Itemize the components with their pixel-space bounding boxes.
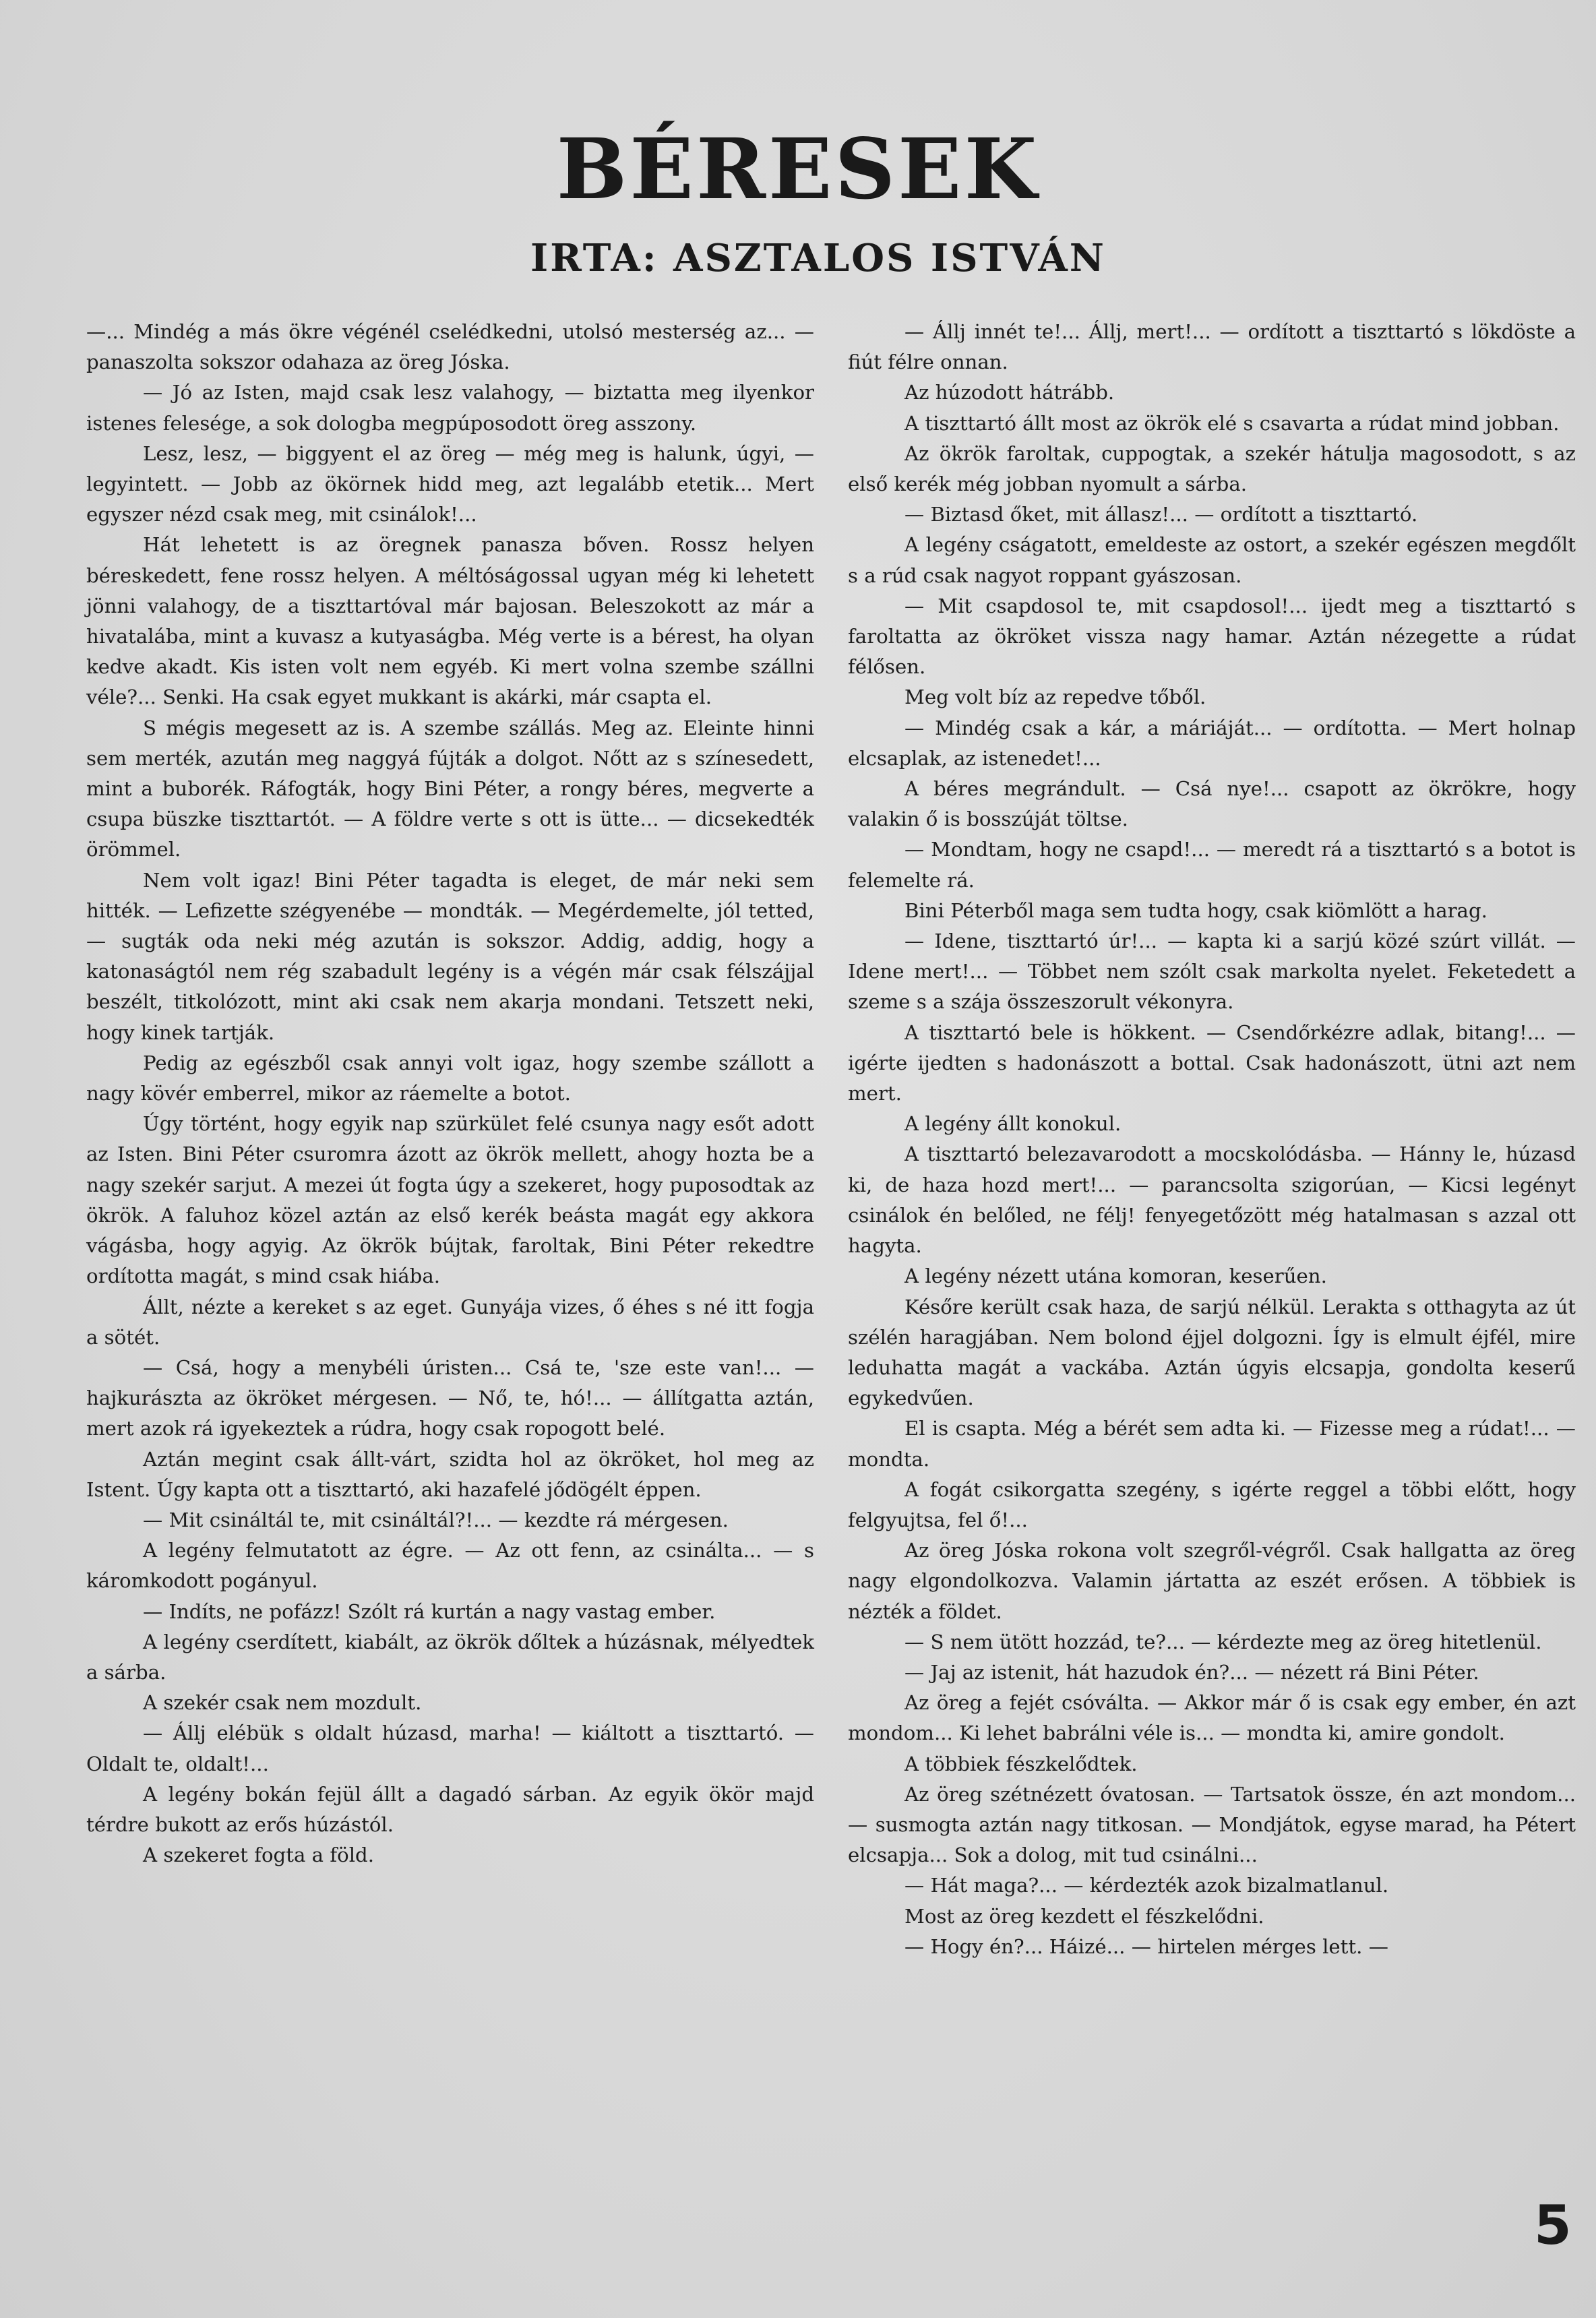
- paragraph: — Állj elébük s oldalt húzasd, marha! — kiáltott a tiszttartó. — Oldalt te, oldalt!...: [86, 1721, 814, 1775]
- article-byline: IRTA: ASZTALOS ISTVÁN: [530, 236, 1106, 280]
- paragraph: Úgy történt, hogy egyik nap szürkület felé csunya nagy esőt adott az Isten. Bini Péter csuromra ázott az ökrök mellett, ahogy hozta be a nagy szekér sarjut. A mezei út fogta úgy a szekeret, hogy puposodtak az ökrök. A faluhoz közel aztán az első kerék beásta magát egy akkora vágásba, hogy agyig. Az ökrök bújtak, faroltak, Bini Péter rekedtre ordította magát, s mind csak hiába.: [86, 1112, 814, 1288]
- paragraph: — Mindég csak a kár, a máriáját... — ordította. — Mert holnap elcsaplak, az istenedet!...: [848, 716, 1576, 770]
- paragraph: Későre került csak haza, de sarjú nélkül. Lerakta s otthagyta az út szélén haragjában. Nem bolond éjjel dolgozni. Így is elmult éjfél, mire leduhatta magát a vackába. Aztán úgyis elcsapja, gondolta keserű egykedvűen.: [848, 1295, 1576, 1410]
- paragraph: Pedig az egészből csak annyi volt igaz, hogy szembe szállott a nagy kövér emberrel, mikor az ráemelte a botot.: [86, 1051, 814, 1105]
- paragraph: Állt, nézte a kereket s az eget. Gunyája vizes, ő éhes s né itt fogja a sötét.: [86, 1295, 814, 1349]
- paragraph: — Biztasd őket, mit állasz!... — ordított a tiszttartó.: [904, 503, 1418, 526]
- paragraph: A legény felmutatott az égre. — Az ott fenn, az csinálta... — s káromkodott pogányul.: [86, 1539, 814, 1593]
- left-column: [86, 317, 814, 1870]
- paragraph: Nem volt igaz! Bini Péter tagadta is eleget, de már neki sem hitték. — Lefizette szégyenébe — mondták. — Megérdemelte, jól tetted, — sugták oda neki még azután is sokszor. Addig, addig, hogy a katonaságtól nem rég szabadult legény is a végén már csak félszájjal beszélt, titkolózott, mint aki csak nem akarja mondani. Tetszett neki, hogy kinek tartják.: [86, 868, 814, 1044]
- paragraph: Az húzodott hátrább.: [904, 381, 1115, 404]
- paragraph: A legény bokán fejül állt a dagadó sárban. Az egyik ökör majd térdre bukott az erős húzástól.: [86, 1782, 814, 1836]
- paragraph: — Hogy én?... Háizé... — hirtelen mérges lett. —: [904, 1934, 1388, 1958]
- paragraph: — Mit csapdosol te, mit csapdosol!... ijedt meg a tiszttartó s faroltatta az ökröket vissza nagy hamar. Aztán nézegette a rúdat félősen.: [848, 594, 1576, 679]
- paragraph: S mégis megesett az is. A szembe szállás. Meg az. Eleinte hinni sem merték, azután meg naggyá fújták a dolgot. Nőtt az s színesedett, mint a buborék. Ráfogták, hogy Bini Péter, a rongy béres, megverte a csupa büszke tiszttartót. — A földre verte s ott is ütte... — dicsekedték örömmel.: [86, 716, 814, 861]
- paragraph: — Idene, tiszttartó úr!... — kapta ki a sarjú közé szúrt villát. — Idene mert!... — Többet nem szólt csak markolta nyelet. Feketedett a szeme s a szája összeszorult vékonyra.: [848, 929, 1576, 1014]
- paragraph: Az öreg szétnézett óvatosan. — Tartsatok össze, én azt mondom... — susmogta aztán nagy titkosan. — Mondjátok, egyse marad, ha Pétert elcsapja... Sok a dolog, mit tud csinálni...: [848, 1782, 1576, 1867]
- paragraph: — Jaj az istenit, hát hazudok én?... — nézett rá Bini Péter.: [904, 1660, 1479, 1684]
- paragraph: Hát lehetett is az öregnek panasza bőven. Rossz helyen béreskedett, fene rossz helyen. A méltóságossal ugyan még ki lehetett jönni valahogy, de a tiszttartóval már bajosan. Beleszokott az már a hivatalába, mint a kuvasz a kutyaságba. Még verte is a bérest, ha olyan kedve akadt. Kis isten volt nem egyéb. Ki mert volna szembe szállni véle?... Senki. Ha csak egyet mukkant is akárki, már csapta el.: [86, 533, 814, 709]
- paragraph: A legény állt konokul.: [904, 1112, 1122, 1136]
- paragraph: A tiszttartó bele is hökkent. — Csendőrkézre adlak, bitang!... — igérte ijedten s hadonászott a bottal. Csak hadonászott, ütni azt nem mert.: [848, 1020, 1576, 1105]
- page-number: 5: [1534, 2194, 1572, 2257]
- paragraph: — S nem ütött hozzád, te?... — kérdezte meg az öreg hitetlenül.: [904, 1630, 1542, 1653]
- right-column: [848, 317, 1576, 1962]
- paragraph: A fogát csikorgatta szegény, s igérte reggel a többi előtt, hogy felgyujtsa, fel ő!...: [848, 1477, 1576, 1531]
- paragraph: — Mondtam, hogy ne csapd!... — meredt rá a tiszttartó s a botot is felemelte rá.: [848, 838, 1576, 892]
- paragraph: — Hát maga?... — kérdezték azok bizalmatlanul.: [904, 1874, 1389, 1897]
- paragraph: A legény cserdített, kiabált, az ökrök dőltek a húzásnak, mélyedtek a sárba.: [86, 1630, 814, 1684]
- paragraph: — Jó az Isten, majd csak lesz valahogy, — biztatta meg ilyenkor istenes felesége, a sok dologba megpúposodott öreg asszony.: [86, 381, 814, 435]
- paragraph: — Állj innét te!... Állj, mert!... — ordított a tiszttartó s lökdöste a fiút félre onnan.: [848, 320, 1576, 374]
- paragraph: A legény nézett utána komoran, keserűen.: [904, 1264, 1327, 1288]
- paragraph: — Indíts, ne pofázz! Szólt rá kurtán a nagy vastag ember.: [143, 1599, 716, 1623]
- article-title: BÉRESEK: [556, 121, 1040, 218]
- paragraph: Lesz, lesz, — biggyent el az öreg — még meg is halunk, úgyi, — legyintett. — Jobb az ökörnek hidd meg, azt legalább etetik... Mert egyszer nézd csak meg, mit csinálok!...: [86, 441, 814, 526]
- paragraph: A szekeret fogta a föld.: [143, 1843, 374, 1867]
- paragraph: Meg volt bíz az repedve tőből.: [904, 685, 1206, 709]
- paragraph: Bini Péterből maga sem tudta hogy, csak kiömlött a harag.: [904, 898, 1487, 922]
- paragraph: A legény cságatott, emeldeste az ostort, a szekér egészen megdőlt s a rúd csak nagyot roppant gyászosan.: [848, 533, 1576, 587]
- paragraph: —... Mindég a más ökre végénél cselédkedni, utolsó mesterség az... — panaszolta sokszor odahaza az öreg Jóska.: [86, 320, 814, 374]
- paragraph: — Csá, hogy a menybéli úristen... Csá te, 'sze este van!... — hajkurászta az ökröket mérgesen. — Nő, te, hó!... — állítgatta aztán, mert azok rá igyekeztek a rúdra, hogy csak ropogott belé.: [86, 1355, 814, 1440]
- paragraph: Most az öreg kezdett el fészkelődni.: [904, 1904, 1264, 1928]
- paragraph: A szekér csak nem mozdult.: [143, 1691, 422, 1715]
- paragraph: — Mit csináltál te, mit csináltál?!... — kezdte rá mérgesen.: [143, 1508, 729, 1531]
- paragraph: A béres megrándult. — Csá nye!... csapott az ökrökre, hogy valakin ő is bosszúját töltse.: [848, 777, 1576, 831]
- paragraph: Az öreg Jóska rokona volt szegről-végről. Csak hallgatta az öreg nagy elgondolkozva. Valamin jártatta az eszét erősen. A többiek is nézték a földet.: [848, 1539, 1576, 1623]
- paragraph: A tiszttartó belezavarodott a mocskolódásba. — Hánny le, húzasd ki, de haza hozd mert!... — parancsolta szigorúan, — Kicsi legényt csinálok én belőled, ne félj! fenyegetőzött még hatalmasan s azzal ott hagyta.: [848, 1142, 1576, 1258]
- paragraph: A többiek fészkelődtek.: [904, 1752, 1138, 1775]
- paragraph: Aztán megint csak állt-várt, szidta hol az ökröket, hol meg az Istent. Úgy kapta ott a tiszttartó, aki hazafelé jődögélt éppen.: [86, 1447, 814, 1501]
- paragraph: A tiszttartó állt most az ökrök elé s csavarta a rúdat mind jobban.: [904, 411, 1560, 435]
- paragraph: Az ökrök faroltak, cuppogtak, a szekér hátulja magosodott, s az első kerék még jobban nyomult a sárba.: [848, 441, 1576, 496]
- paragraph: Az öreg a fejét csóválta. — Akkor már ő is csak egy ember, én azt mondom... Ki lehet babrálni véle is... — mondta ki, amire gondolt.: [848, 1691, 1576, 1745]
- paragraph: El is csapta. Még a bérét sem adta ki. — Fizesse meg a rúdat!... — mondta.: [848, 1417, 1576, 1471]
